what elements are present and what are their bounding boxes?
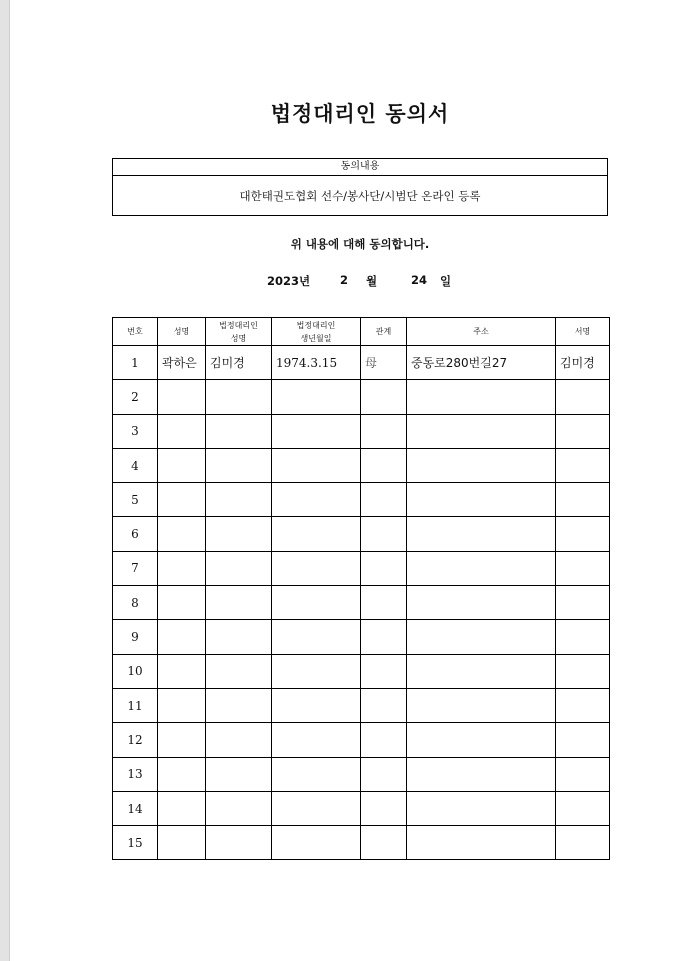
cell-guardian-name — [206, 586, 272, 620]
row-number: 15 — [113, 826, 158, 860]
cell-signature — [556, 757, 610, 791]
cell-signature — [556, 791, 610, 825]
cell-signature — [556, 414, 610, 448]
cell-guardian-name — [206, 620, 272, 654]
date-day-value: 24 — [411, 273, 428, 287]
cell-guardian-name — [206, 826, 272, 860]
cell-name — [158, 551, 206, 585]
cell-guardian-name — [206, 654, 272, 688]
cell-relation — [361, 586, 407, 620]
cell-relation — [361, 380, 407, 414]
cell-guardian-birth — [272, 586, 361, 620]
cell-signature — [556, 380, 610, 414]
cell-relation — [361, 654, 407, 688]
row-number: 10 — [113, 654, 158, 688]
table-row — [113, 517, 610, 551]
cell-name — [158, 586, 206, 620]
cell-address — [407, 517, 556, 551]
header-guardian-birth — [272, 318, 361, 346]
row-number: 9 — [113, 620, 158, 654]
table-row — [113, 346, 610, 380]
table-row — [113, 723, 610, 757]
cell-signature — [556, 551, 610, 585]
date-month-unit: 월 — [366, 274, 378, 288]
cell-signature — [556, 586, 610, 620]
table-row — [113, 586, 610, 620]
cell-address — [407, 551, 556, 585]
cell-name — [158, 688, 206, 722]
cell-guardian-name — [206, 517, 272, 551]
consent-box — [112, 158, 608, 216]
header-no: 번호 — [113, 318, 158, 346]
row-number: 7 — [113, 551, 158, 585]
cell-name — [158, 654, 206, 688]
table-row — [113, 448, 610, 482]
cell-guardian-name — [206, 380, 272, 414]
header-guardian-name-line2: 성명 — [230, 333, 247, 343]
row-number: 8 — [113, 586, 158, 620]
cell-guardian-birth — [272, 757, 361, 791]
cell-name — [158, 483, 206, 517]
table-row — [113, 791, 610, 825]
cell-address — [407, 688, 556, 722]
cell-name — [158, 826, 206, 860]
cell-guardian-birth — [272, 483, 361, 517]
cell-guardian-name — [206, 757, 272, 791]
cell-guardian-name — [206, 448, 272, 482]
cell-guardian-name — [206, 414, 272, 448]
table-row — [113, 414, 610, 448]
date-year: 2023년 — [267, 274, 311, 288]
table-row — [113, 826, 610, 860]
cell-relation — [361, 448, 407, 482]
date-month-value: 2 — [340, 273, 349, 287]
cell-guardian-birth — [272, 826, 361, 860]
cell-signature — [556, 620, 610, 654]
cell-guardian-birth — [272, 551, 361, 585]
header-name: 성명 — [158, 318, 206, 346]
cell-relation — [361, 757, 407, 791]
cell-guardian-name — [206, 551, 272, 585]
cell-address — [407, 414, 556, 448]
cell-signature — [556, 723, 610, 757]
date-day-unit: 일 — [440, 274, 452, 288]
header-guardian-name-line1: 법정대리인 — [219, 320, 258, 330]
row-number: 4 — [113, 448, 158, 482]
row-number: 12 — [113, 723, 158, 757]
cell-guardian-birth — [272, 380, 361, 414]
cell-guardian-name — [206, 688, 272, 722]
cell-signature — [556, 826, 610, 860]
table-row — [113, 483, 610, 517]
cell-address — [407, 757, 556, 791]
cell-name — [158, 723, 206, 757]
cell-guardian-birth — [272, 620, 361, 654]
cell-relation — [361, 517, 407, 551]
header-relation: 관계 — [361, 318, 407, 346]
cell-relation — [361, 723, 407, 757]
table-header-row — [113, 318, 610, 346]
cell-signature: 김미경 — [556, 346, 610, 380]
row-number: 3 — [113, 414, 158, 448]
cell-address — [407, 586, 556, 620]
cell-address — [407, 380, 556, 414]
row-number: 6 — [113, 517, 158, 551]
cell-guardian-name — [206, 483, 272, 517]
cell-guardian-birth — [272, 448, 361, 482]
row-number: 13 — [113, 757, 158, 791]
header-guardian-name — [206, 318, 272, 346]
cell-address — [407, 791, 556, 825]
cell-guardian-birth — [272, 414, 361, 448]
table-row — [113, 654, 610, 688]
cell-guardian-birth — [272, 723, 361, 757]
cell-name: 곽하은 — [158, 346, 206, 380]
cell-name — [158, 414, 206, 448]
row-number: 14 — [113, 791, 158, 825]
cell-name — [158, 791, 206, 825]
cell-guardian-birth — [272, 517, 361, 551]
cell-relation — [361, 688, 407, 722]
row-number: 2 — [113, 380, 158, 414]
row-number: 11 — [113, 688, 158, 722]
cell-relation — [361, 620, 407, 654]
cell-name — [158, 517, 206, 551]
table-row — [113, 620, 610, 654]
consent-header: 동의내용 — [113, 159, 607, 176]
cell-guardian-name — [206, 723, 272, 757]
cell-signature — [556, 654, 610, 688]
cell-address — [407, 448, 556, 482]
cell-relation — [361, 791, 407, 825]
cell-name — [158, 380, 206, 414]
cell-address — [407, 654, 556, 688]
cell-relation — [361, 483, 407, 517]
header-guardian-birth-line2: 생년월일 — [300, 333, 332, 343]
cell-guardian-birth — [272, 791, 361, 825]
cell-address: 중동로280번길27 — [407, 346, 556, 380]
consent-body: 대한태권도협회 선수/봉사단/시범단 온라인 등록 — [239, 189, 481, 203]
cell-guardian-birth — [272, 688, 361, 722]
cell-address — [407, 620, 556, 654]
header-signature: 서명 — [556, 318, 610, 346]
cell-signature — [556, 483, 610, 517]
cell-name — [158, 757, 206, 791]
header-guardian-birth-line1: 법정대리인 — [296, 320, 336, 330]
cell-guardian-name: 김미경 — [206, 346, 272, 380]
row-number: 5 — [113, 483, 158, 517]
page-margin-strip — [0, 0, 10, 961]
cell-guardian-name — [206, 791, 272, 825]
cell-relation — [361, 551, 407, 585]
table-row — [113, 757, 610, 791]
agreement-statement: 위 내용에 대해 동의합니다. — [290, 237, 430, 251]
cell-relation — [361, 826, 407, 860]
cell-address — [407, 723, 556, 757]
table-row — [113, 380, 610, 414]
row-number: 1 — [113, 346, 158, 380]
cell-address — [407, 483, 556, 517]
cell-signature — [556, 517, 610, 551]
cell-relation: 母 — [361, 346, 407, 380]
cell-relation — [361, 414, 407, 448]
cell-name — [158, 620, 206, 654]
cell-guardian-birth: 1974.3.15 — [272, 346, 361, 380]
cell-signature — [556, 688, 610, 722]
table-row — [113, 688, 610, 722]
document-title: 법정대리인 동의서 — [270, 102, 450, 126]
header-address: 주소 — [407, 318, 556, 346]
cell-name — [158, 448, 206, 482]
table-row — [113, 551, 610, 585]
cell-address — [407, 826, 556, 860]
cell-signature — [556, 448, 610, 482]
cell-guardian-birth — [272, 654, 361, 688]
guardian-table — [112, 317, 610, 860]
